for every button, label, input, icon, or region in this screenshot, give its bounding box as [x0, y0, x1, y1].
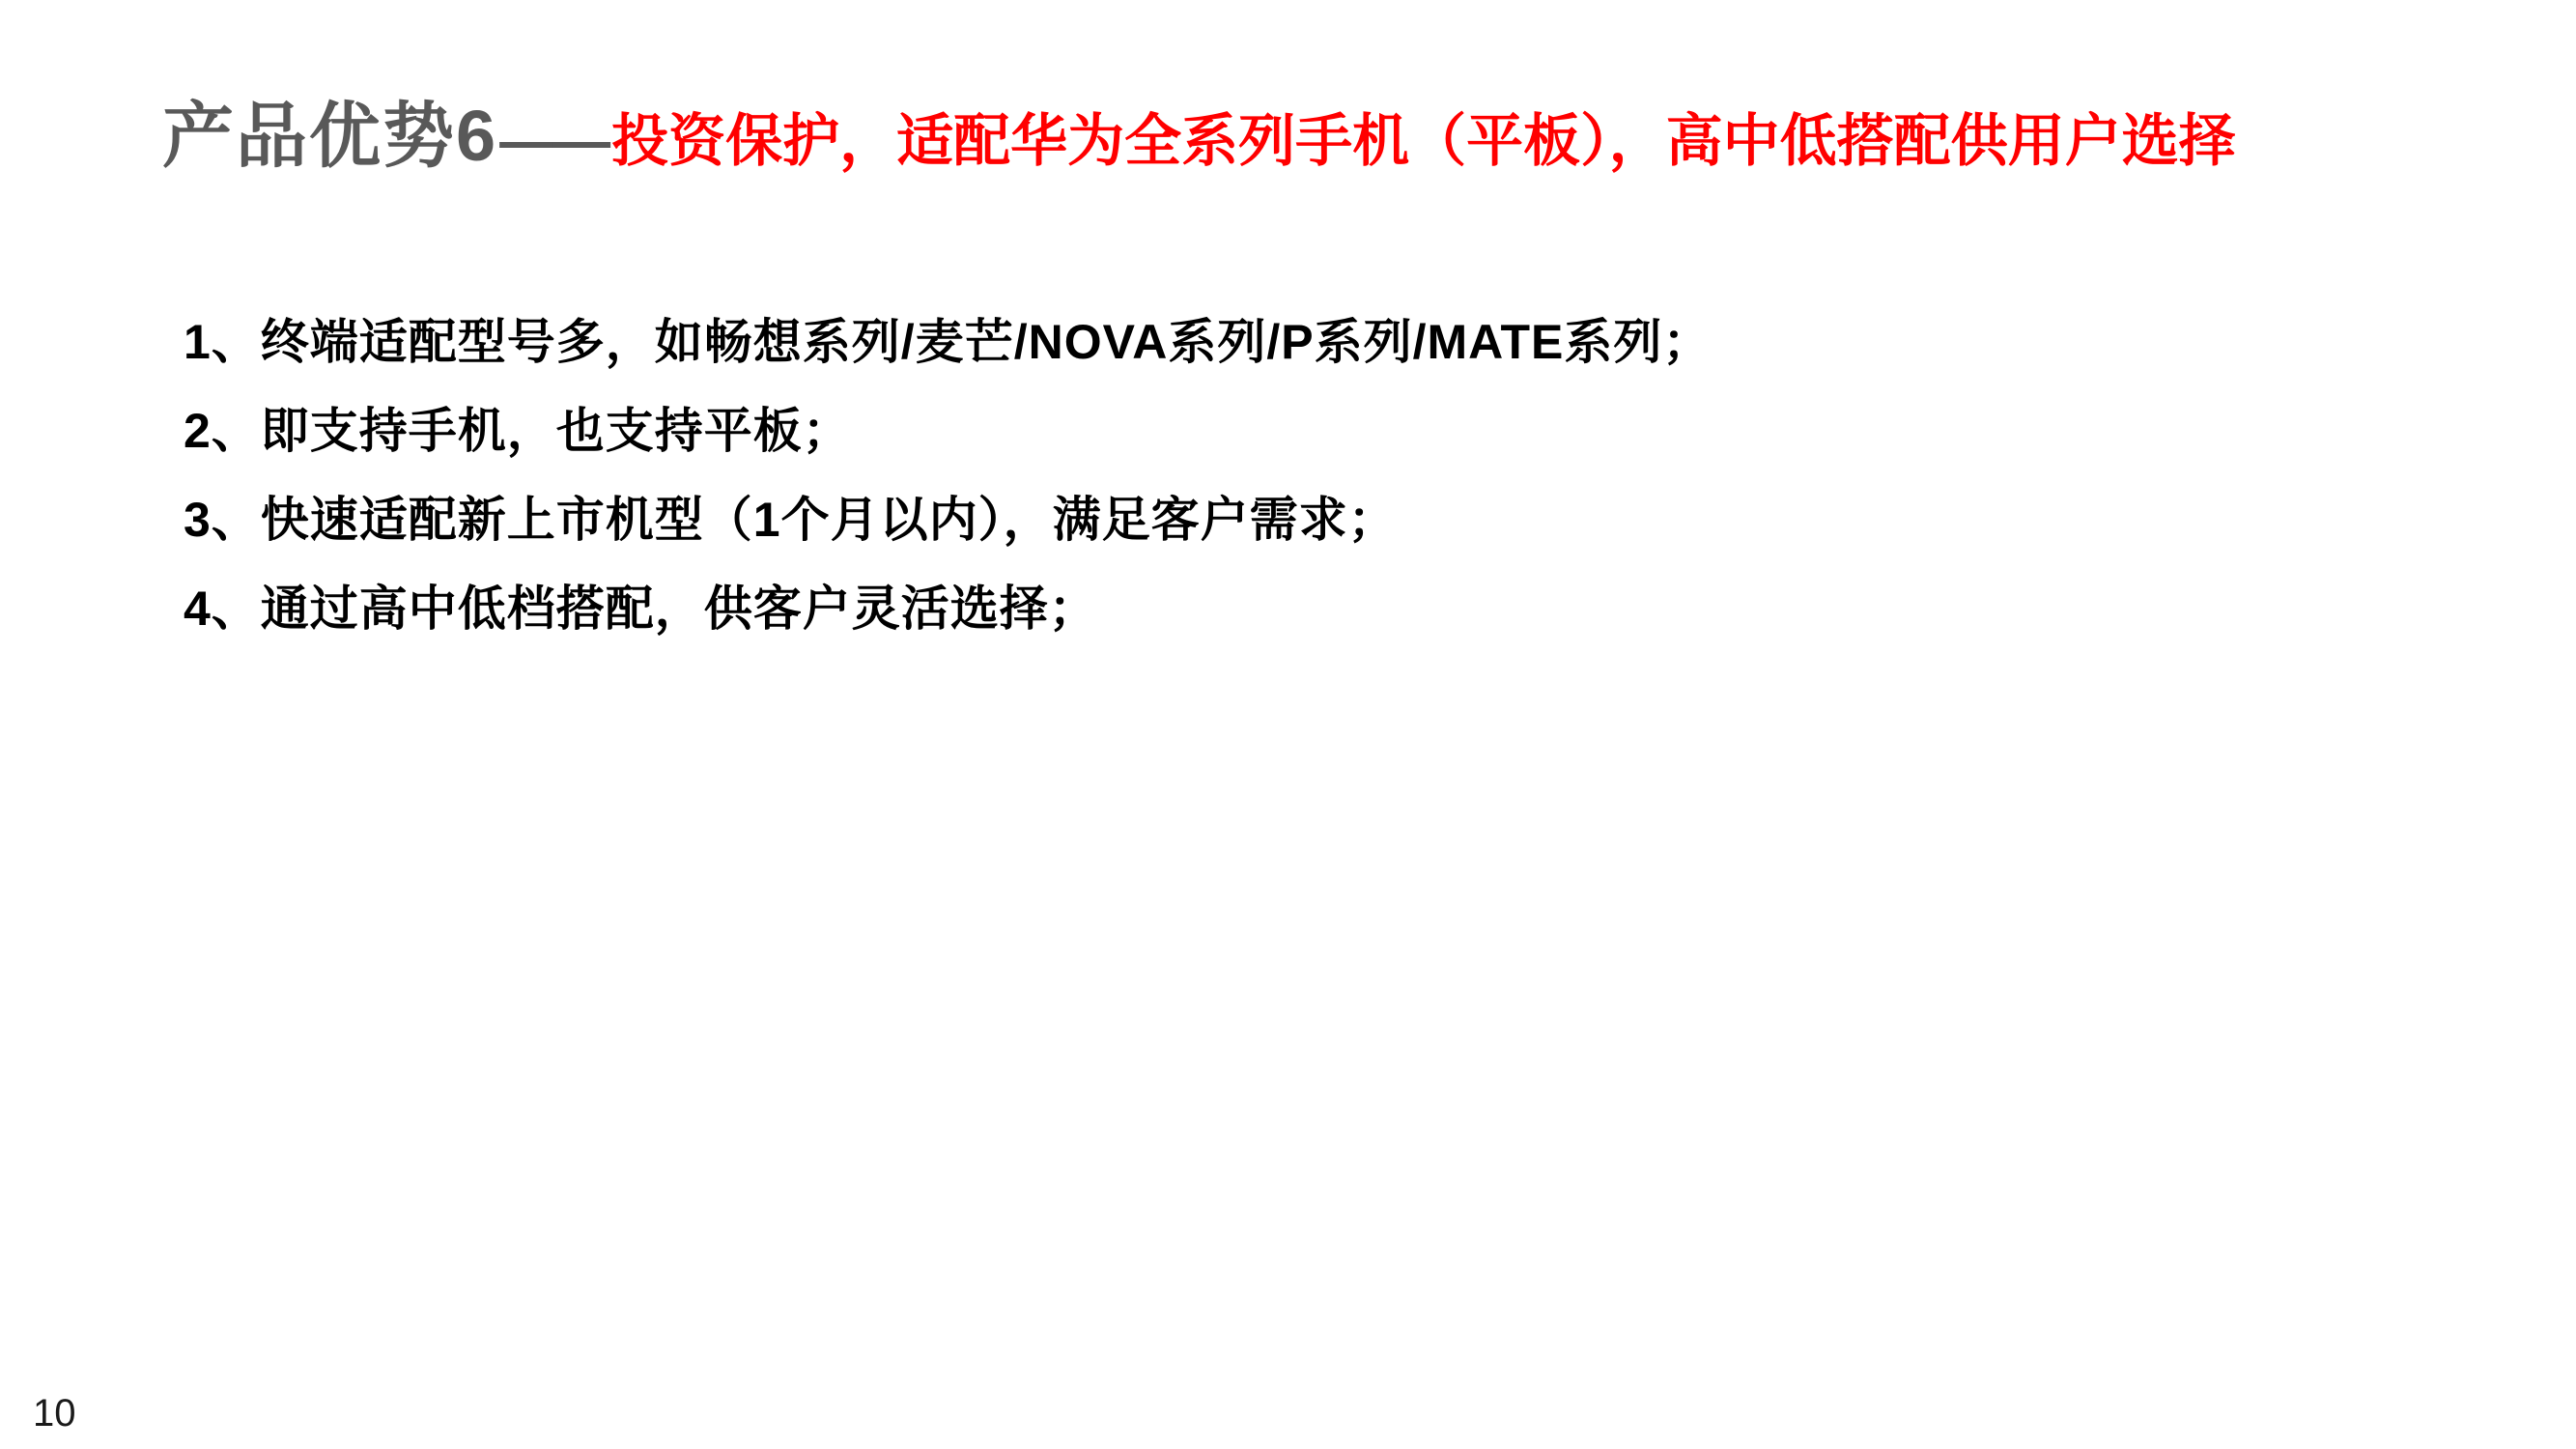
list-item-1: 1、终端适配型号多，如畅想系列/麦芒/NOVA系列/P系列/MATE系列；	[184, 315, 1713, 369]
list-item-2: 2、即支持手机，也支持平板；	[184, 404, 852, 458]
title-main-text: 产品优势6	[162, 96, 498, 176]
bullet-list	[184, 298, 1712, 653]
list-item-4: 4、通过高中低档搭配，供客户灵活选择；	[184, 582, 1098, 636]
title-highlight-text: 投资保护，适配华为全系列手机（平板），高中低搭配供用户选择	[611, 109, 2236, 173]
slide-title	[162, 79, 2236, 182]
title-dash: ——	[499, 108, 607, 173]
list-item-3: 3、快速适配新上市机型（1个月以内），满足客户需求；	[184, 493, 1398, 547]
page-number: 10	[33, 1392, 76, 1435]
